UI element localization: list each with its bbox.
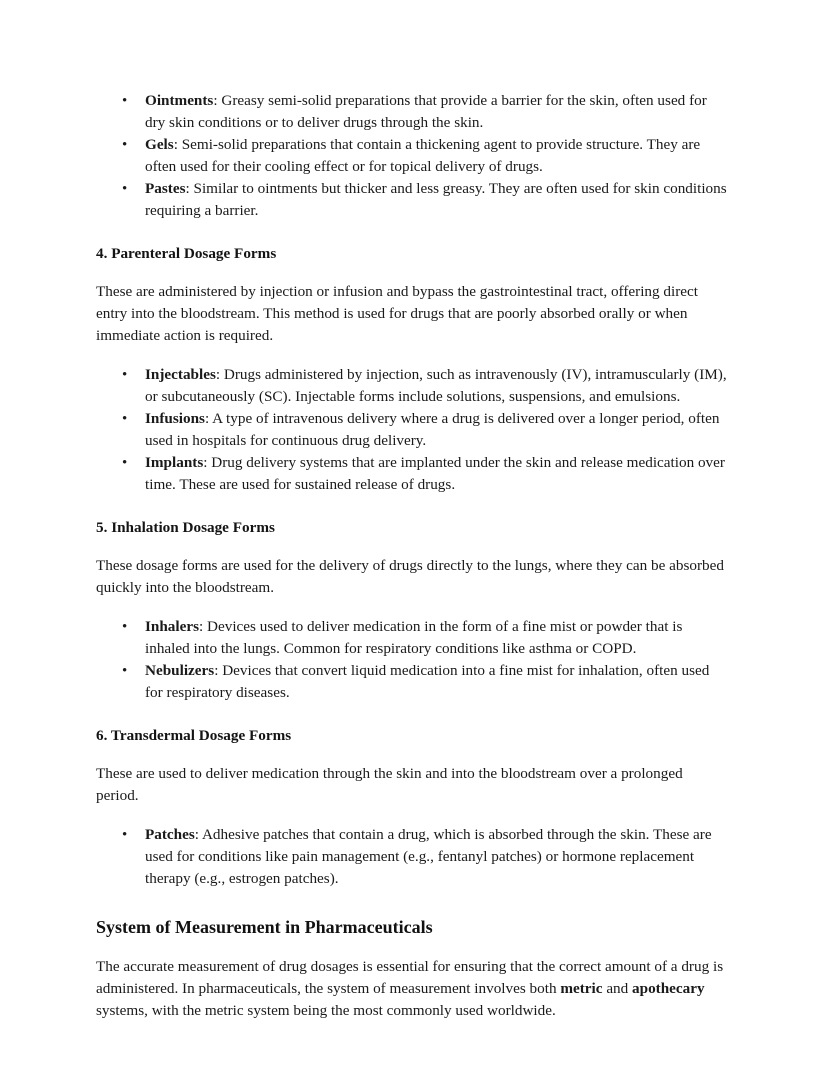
spacer [96, 939, 728, 956]
section-paragraph-transdermal: These are used to deliver medication through the skin and into the bloodstream over a prolonged period. [96, 765, 683, 804]
inhalation-dosage-forms-list [96, 616, 728, 704]
emphasis-metric: metric [560, 980, 603, 997]
list-item-term: Pastes [145, 180, 186, 197]
paragraph-segment: and [602, 980, 633, 997]
spacer [96, 347, 728, 364]
section-heading-inhalation: 5. Inhalation Dosage Forms [96, 519, 275, 536]
spacer [96, 704, 728, 726]
list-item-text: : Greasy semi-solid preparations that provide a barrier for the skin, often used for dry skin conditions or to deliver drugs through the skin. [145, 92, 707, 131]
list-item-text: : A type of intravenous delivery where a drug is delivered over a longer period, often used in hospitals for continuous drug delivery. [145, 410, 720, 449]
list-item [122, 134, 728, 178]
list-item [122, 452, 728, 496]
section-paragraph-measurement [96, 956, 728, 1022]
list-item-text: : Semi-solid preparations that contain a thickening agent to provide structure. They are often used for their cooling effect or for topical delivery of drugs. [145, 136, 701, 175]
list-item [122, 90, 728, 134]
list-item-term: Implants [145, 454, 204, 471]
paragraph-segment: systems, with the metric system being the most commonly used worldwide. [96, 1002, 556, 1019]
list-item-text: : Adhesive patches that contain a drug, which is absorbed through the skin. These are used for conditions like pain management (e.g., fentanyl patches) or hormone replacement therapy (e.g., estrogen patches). [145, 826, 712, 887]
spacer [96, 496, 728, 518]
list-item-text: : Devices that convert liquid medication into a fine mist for inhalation, often used for respiratory diseases. [145, 662, 710, 701]
list-item-text: : Devices used to deliver medication in the form of a fine mist or powder that is inhaled into the lungs. Common for respiratory conditions like asthma or COPD. [145, 618, 683, 657]
spacer [96, 222, 728, 244]
list-item-term: Infusions [145, 410, 205, 427]
list-item [122, 660, 728, 704]
list-item [122, 178, 728, 222]
emphasis-apothecary: apothecary [632, 980, 705, 997]
parenteral-dosage-forms-list [96, 364, 728, 496]
section-heading-parenteral: 4. Parenteral Dosage Forms [96, 245, 277, 262]
document-content [96, 90, 728, 1022]
list-item [122, 408, 728, 452]
paragraph-segment: The accurate measurement of drug dosages is essential for ensuring that the correct amount of a drug is administered. In pharmaceuticals, the system of measurement involves both [96, 958, 724, 997]
major-heading-system-of-measurement: System of Measurement in Pharmaceuticals [96, 917, 433, 937]
spacer [96, 599, 728, 616]
topical-dosage-forms-list [96, 90, 728, 222]
list-item-term: Nebulizers [145, 662, 215, 679]
list-item-term: Injectables [145, 366, 216, 383]
list-item-text: : Drug delivery systems that are implanted under the skin and release medication over time. These are used for sustained release of drugs. [145, 454, 725, 493]
transdermal-dosage-forms-list [96, 824, 728, 890]
list-item [122, 364, 728, 408]
list-item-term: Inhalers [145, 618, 200, 635]
spacer [96, 538, 728, 555]
list-item-term: Patches [145, 826, 195, 843]
section-heading-transdermal: 6. Transdermal Dosage Forms [96, 727, 292, 744]
section-paragraph-inhalation: These dosage forms are used for the delivery of drugs directly to the lungs, where they can be absorbed quickly into the bloodstream. [96, 557, 724, 596]
list-item-text: : Similar to ointments but thicker and less greasy. They are often used for skin conditions requiring a barrier. [145, 180, 727, 219]
list-item-term: Gels [145, 136, 174, 153]
list-item [122, 616, 728, 660]
section-paragraph-parenteral: These are administered by injection or infusion and bypass the gastrointestinal tract, offering direct entry into the bloodstream. This method is used for drugs that are poorly absorbed orally or when immediate action is required. [96, 283, 698, 344]
list-item-term: Ointments [145, 92, 214, 109]
list-item [122, 824, 728, 890]
list-item-text: : Drugs administered by injection, such as intravenously (IV), intramuscularly (IM), or subcutaneously (SC). Injectable forms include solutions, suspensions, and emulsions. [145, 366, 727, 405]
spacer [96, 807, 728, 824]
spacer [96, 890, 728, 915]
spacer [96, 264, 728, 281]
spacer [96, 746, 728, 763]
